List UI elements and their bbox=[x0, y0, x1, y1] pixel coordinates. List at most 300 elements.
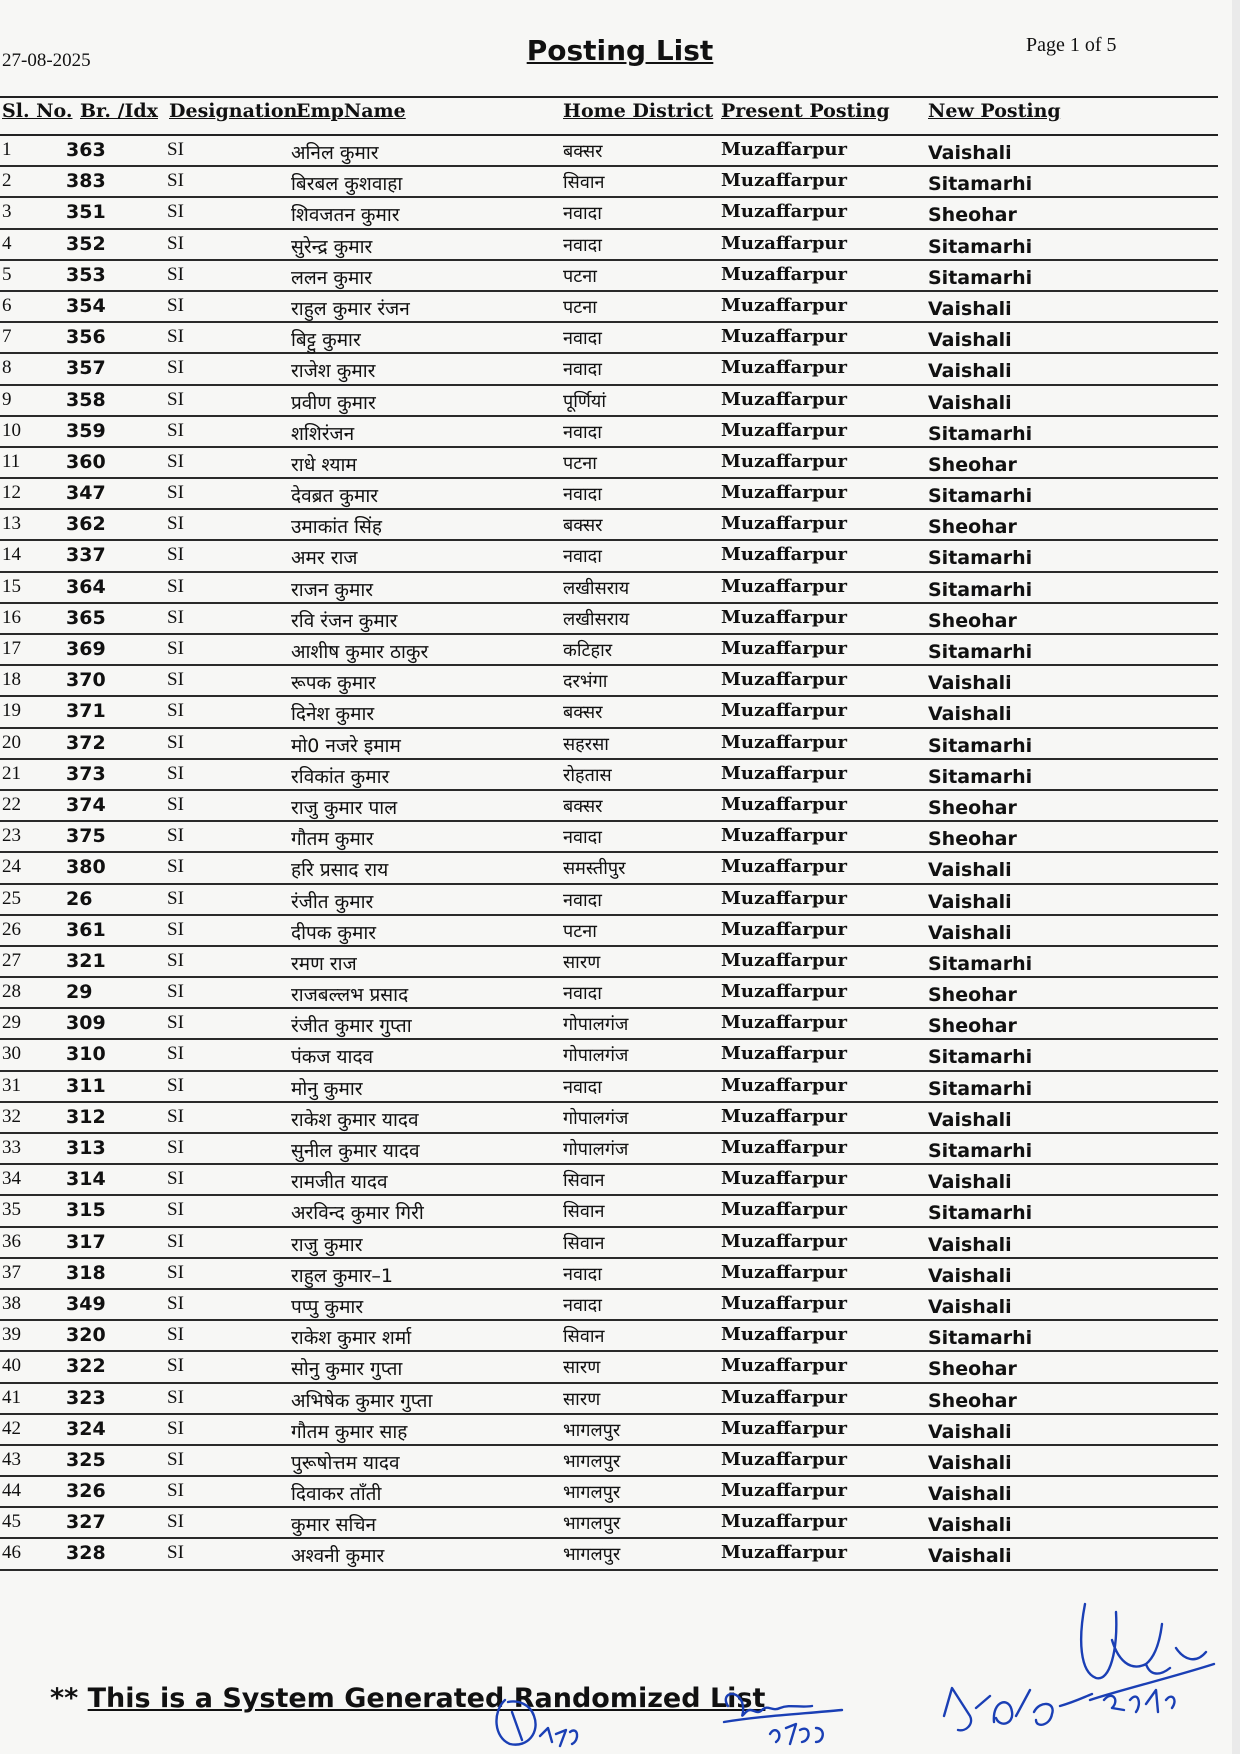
designation-cell: SI bbox=[167, 1417, 184, 1439]
column-header-new-posting: New Posting bbox=[928, 100, 1061, 122]
emp-name-cell: दिनेश कुमार bbox=[291, 703, 375, 726]
home-district-cell: बक्सर bbox=[563, 141, 603, 162]
signature-3 bbox=[1081, 1604, 1214, 1700]
sl-no-cell: 8 bbox=[2, 357, 12, 379]
sl-no-cell: 40 bbox=[2, 1355, 21, 1377]
sl-no-cell: 45 bbox=[2, 1511, 21, 1533]
designation-cell: SI bbox=[167, 326, 184, 348]
emp-name-cell: अश्वनी कुमार bbox=[291, 1545, 385, 1568]
designation-cell: SI bbox=[167, 762, 184, 784]
home-district-cell: लखीसराय bbox=[563, 577, 630, 599]
emp-name-cell: बिरबल कुशवाहा bbox=[291, 173, 403, 196]
table-row bbox=[0, 1508, 1218, 1539]
designation-cell: SI bbox=[167, 981, 184, 1003]
designation-cell: SI bbox=[167, 1199, 184, 1221]
column-header-home-district: Home District bbox=[563, 100, 714, 122]
new-posting-cell: Vaishali bbox=[928, 297, 1012, 320]
home-district-cell: सहरसा bbox=[563, 733, 609, 755]
present-posting-cell: Muzaffarpur bbox=[721, 1448, 847, 1470]
sl-no-cell: 1 bbox=[2, 139, 12, 160]
designation-cell: SI bbox=[167, 949, 184, 971]
present-posting-cell: Muzaffarpur bbox=[721, 326, 847, 348]
br-idx-cell: 353 bbox=[66, 263, 106, 286]
br-idx-cell: 320 bbox=[66, 1324, 106, 1347]
present-posting-cell: Muzaffarpur bbox=[721, 544, 847, 566]
sl-no-cell: 6 bbox=[2, 294, 12, 316]
sl-no-cell: 34 bbox=[2, 1168, 21, 1190]
designation-cell: SI bbox=[167, 887, 184, 909]
new-posting-cell: Sitamarhi bbox=[928, 1202, 1033, 1225]
new-posting-cell: Vaishali bbox=[928, 672, 1012, 695]
home-district-cell: लखीसराय bbox=[563, 608, 630, 630]
table-row bbox=[0, 1196, 1218, 1227]
sl-no-cell: 31 bbox=[2, 1074, 21, 1096]
new-posting-cell: Sitamarhi bbox=[928, 173, 1033, 196]
designation-cell: SI bbox=[167, 1043, 184, 1065]
present-posting-cell: Muzaffarpur bbox=[721, 793, 847, 815]
present-posting-cell: Muzaffarpur bbox=[721, 825, 847, 847]
present-posting-cell: Muzaffarpur bbox=[721, 388, 847, 410]
table-row bbox=[0, 978, 1218, 1009]
new-posting-cell: Sitamarhi bbox=[928, 547, 1033, 570]
br-idx-cell: 347 bbox=[66, 482, 106, 505]
designation-cell: SI bbox=[167, 1386, 184, 1408]
home-district-cell: रोहतास bbox=[563, 764, 612, 786]
home-district-cell: नवादा bbox=[563, 827, 602, 849]
home-district-cell: नवादा bbox=[563, 1263, 602, 1285]
new-posting-cell: Vaishali bbox=[928, 329, 1012, 352]
sl-no-cell: 15 bbox=[2, 575, 21, 597]
new-posting-cell: Sitamarhi bbox=[928, 641, 1033, 663]
present-posting-cell: Muzaffarpur bbox=[721, 575, 847, 597]
present-posting-cell: Muzaffarpur bbox=[721, 981, 847, 1003]
designation-cell: SI bbox=[167, 731, 184, 753]
emp-name-cell: राकेश कुमार शर्मा bbox=[291, 1327, 412, 1350]
home-district-cell: सारण bbox=[563, 951, 601, 973]
home-district-cell: बक्सर bbox=[563, 702, 603, 724]
home-district-cell: बक्सर bbox=[563, 515, 603, 537]
present-posting-cell: Muzaffarpur bbox=[721, 1417, 847, 1439]
table-row bbox=[0, 510, 1218, 541]
emp-name-cell: मो0 नजरे इमाम bbox=[291, 734, 401, 757]
present-posting-cell: Muzaffarpur bbox=[721, 949, 847, 971]
emp-name-cell: दिवाकर ताँती bbox=[291, 1483, 382, 1506]
sl-no-cell: 4 bbox=[2, 232, 12, 254]
present-posting-cell: Muzaffarpur bbox=[721, 450, 847, 472]
new-posting-cell: Vaishali bbox=[928, 1420, 1012, 1443]
br-idx-cell: 372 bbox=[66, 731, 106, 754]
designation-cell: SI bbox=[167, 1230, 184, 1252]
br-idx-cell: 375 bbox=[66, 825, 106, 848]
present-posting-cell: Muzaffarpur bbox=[721, 357, 847, 379]
home-district-cell: बक्सर bbox=[563, 795, 603, 817]
home-district-cell: भागलपुर bbox=[563, 1482, 621, 1504]
table-row bbox=[0, 1446, 1218, 1477]
home-district-cell: पटना bbox=[563, 265, 597, 287]
new-posting-cell: Sitamarhi bbox=[928, 1077, 1033, 1100]
new-posting-cell: Vaishali bbox=[928, 1264, 1012, 1287]
new-posting-cell: Vaishali bbox=[928, 921, 1012, 944]
column-header-br-idx: Br. /Idx bbox=[80, 100, 158, 122]
new-posting-cell: Sitamarhi bbox=[928, 1140, 1033, 1162]
br-idx-cell: 314 bbox=[66, 1168, 106, 1191]
table-row bbox=[0, 354, 1218, 385]
table-row bbox=[0, 1165, 1218, 1196]
br-idx-cell: 323 bbox=[66, 1386, 106, 1409]
emp-name-cell: आशीष कुमार ठाकुर bbox=[291, 641, 429, 663]
sl-no-cell: 16 bbox=[2, 606, 21, 628]
emp-name-cell: सुरेन्द्र कुमार bbox=[291, 235, 373, 258]
designation-cell: SI bbox=[167, 1448, 184, 1470]
sl-no-cell: 25 bbox=[2, 887, 21, 909]
home-district-cell: नवादा bbox=[563, 546, 602, 568]
column-header-present-posting: Present Posting bbox=[721, 100, 890, 122]
designation-cell: SI bbox=[167, 825, 184, 847]
br-idx-cell: 371 bbox=[66, 700, 106, 723]
new-posting-cell: Vaishali bbox=[928, 1451, 1012, 1474]
emp-name-cell: सोनु कुमार गुप्ता bbox=[291, 1358, 403, 1381]
new-posting-cell: Sitamarhi bbox=[928, 952, 1033, 975]
designation-cell: SI bbox=[167, 294, 184, 316]
new-posting-cell: Vaishali bbox=[928, 1171, 1012, 1194]
present-posting-cell: Muzaffarpur bbox=[721, 731, 847, 753]
br-idx-cell: 370 bbox=[66, 669, 106, 692]
br-idx-cell: 327 bbox=[66, 1511, 106, 1534]
table-row bbox=[0, 1259, 1218, 1290]
home-district-cell: नवादा bbox=[563, 359, 602, 381]
table-row bbox=[0, 167, 1218, 198]
home-district-cell: नवादा bbox=[563, 1294, 602, 1316]
br-idx-cell: 383 bbox=[66, 170, 106, 193]
br-idx-cell: 312 bbox=[66, 1105, 106, 1128]
table-row bbox=[0, 541, 1218, 572]
designation-cell: SI bbox=[167, 419, 184, 441]
new-posting-cell: Vaishali bbox=[928, 703, 1012, 726]
home-district-cell: गोपालगंज bbox=[563, 1107, 629, 1129]
br-idx-cell: 26 bbox=[66, 887, 93, 910]
sl-no-cell: 11 bbox=[2, 450, 21, 472]
br-idx-cell: 361 bbox=[66, 918, 106, 941]
designation-cell: SI bbox=[167, 170, 184, 192]
new-posting-cell: Vaishali bbox=[928, 890, 1012, 913]
table-row bbox=[0, 1352, 1218, 1383]
emp-name-cell: पुरूषोत्तम यादव bbox=[291, 1451, 400, 1474]
br-idx-cell: 328 bbox=[66, 1542, 106, 1565]
home-district-cell: नवादा bbox=[563, 889, 602, 911]
home-district-cell: गोपालगंज bbox=[563, 1045, 629, 1067]
table-row bbox=[0, 1040, 1218, 1071]
table-row bbox=[0, 666, 1218, 697]
br-idx-cell: 354 bbox=[66, 294, 106, 317]
new-posting-cell: Vaishali bbox=[928, 391, 1012, 414]
table-row bbox=[0, 198, 1218, 229]
table-row bbox=[0, 1290, 1218, 1321]
table-row bbox=[0, 1321, 1218, 1352]
br-idx-cell: 373 bbox=[66, 762, 106, 785]
new-posting-cell: Sitamarhi bbox=[928, 485, 1033, 508]
home-district-cell: नवादा bbox=[563, 421, 602, 443]
present-posting-cell: Muzaffarpur bbox=[721, 1542, 847, 1564]
sl-no-cell: 39 bbox=[2, 1324, 21, 1346]
table-row bbox=[0, 1072, 1218, 1103]
br-idx-cell: 352 bbox=[66, 232, 106, 255]
emp-name-cell: राजु कुमार पाल bbox=[291, 796, 398, 819]
sl-no-cell: 38 bbox=[2, 1292, 21, 1314]
present-posting-cell: Muzaffarpur bbox=[721, 1168, 847, 1190]
sl-no-cell: 43 bbox=[2, 1448, 21, 1470]
emp-name-cell: कुमार सचिन bbox=[291, 1514, 377, 1537]
br-idx-cell: 309 bbox=[66, 1012, 106, 1035]
emp-name-cell: अमर राज bbox=[291, 547, 358, 570]
footer-note bbox=[50, 1683, 765, 1714]
present-posting-cell: Muzaffarpur bbox=[721, 1480, 847, 1502]
present-posting-cell: Muzaffarpur bbox=[721, 513, 847, 535]
designation-cell: SI bbox=[167, 1261, 184, 1283]
footer-prefix: ** bbox=[50, 1683, 88, 1714]
present-posting-cell: Muzaffarpur bbox=[721, 482, 847, 504]
emp-name-cell: रंजीत कुमार गुप्ता bbox=[291, 1015, 412, 1038]
designation-cell: SI bbox=[167, 513, 184, 535]
new-posting-cell: Sheohar bbox=[928, 1358, 1017, 1381]
table-row bbox=[0, 635, 1218, 666]
present-posting-cell: Muzaffarpur bbox=[721, 700, 847, 722]
br-idx-cell: 364 bbox=[66, 575, 106, 598]
new-posting-cell: Sitamarhi bbox=[928, 734, 1033, 757]
home-district-cell: नवादा bbox=[563, 484, 602, 506]
designation-cell: SI bbox=[167, 669, 184, 691]
designation-cell: SI bbox=[167, 1105, 184, 1127]
present-posting-cell: Muzaffarpur bbox=[721, 1043, 847, 1065]
emp-name-cell: सुनील कुमार यादव bbox=[291, 1140, 420, 1162]
emp-name-cell: राहुल कुमार–1 bbox=[291, 1264, 393, 1287]
table-row bbox=[0, 822, 1218, 853]
home-district-cell: सिवान bbox=[563, 1201, 605, 1223]
sl-no-cell: 37 bbox=[2, 1261, 21, 1283]
emp-name-cell: अरविन्द कुमार गिरी bbox=[291, 1202, 424, 1225]
table-row bbox=[0, 885, 1218, 916]
new-posting-cell: Sheohar bbox=[928, 796, 1017, 819]
table-row bbox=[0, 448, 1218, 479]
sl-no-cell: 32 bbox=[2, 1105, 21, 1127]
emp-name-cell: हरि प्रसाद राय bbox=[291, 859, 389, 882]
br-idx-cell: 363 bbox=[66, 139, 106, 161]
home-district-cell: गोपालगंज bbox=[563, 1139, 629, 1160]
emp-name-cell: रंजीत कुमार bbox=[291, 890, 374, 913]
designation-cell: SI bbox=[167, 793, 184, 815]
present-posting-cell: Muzaffarpur bbox=[721, 1137, 847, 1158]
sl-no-cell: 19 bbox=[2, 700, 21, 722]
present-posting-cell: Muzaffarpur bbox=[721, 1511, 847, 1533]
column-header-emp-name: EmpName bbox=[296, 100, 406, 122]
sl-no-cell: 9 bbox=[2, 388, 12, 410]
present-posting-cell: Muzaffarpur bbox=[721, 638, 847, 659]
designation-cell: SI bbox=[167, 482, 184, 504]
designation-cell: SI bbox=[167, 1511, 184, 1533]
table-row bbox=[0, 1134, 1218, 1165]
sl-no-cell: 20 bbox=[2, 731, 21, 753]
table-row bbox=[0, 1009, 1218, 1040]
br-idx-cell: 315 bbox=[66, 1199, 106, 1222]
table-row bbox=[0, 1384, 1218, 1415]
present-posting-cell: Muzaffarpur bbox=[721, 201, 847, 223]
emp-name-cell: राजन कुमार bbox=[291, 578, 374, 601]
br-idx-cell: 326 bbox=[66, 1480, 106, 1503]
emp-name-cell: रविकांत कुमार bbox=[291, 765, 390, 788]
present-posting-cell: Muzaffarpur bbox=[721, 669, 847, 691]
present-posting-cell: Muzaffarpur bbox=[721, 1230, 847, 1252]
home-district-cell: नवादा bbox=[563, 1076, 602, 1098]
footer-text: This is a System Generated Randomized List bbox=[87, 1683, 766, 1714]
sl-no-cell: 12 bbox=[2, 482, 21, 504]
table-header bbox=[0, 100, 1218, 134]
sl-no-cell: 7 bbox=[2, 326, 12, 348]
table-row bbox=[0, 947, 1218, 978]
sl-no-cell: 23 bbox=[2, 825, 21, 847]
designation-cell: SI bbox=[167, 388, 184, 410]
designation-cell: SI bbox=[167, 856, 184, 878]
table-row bbox=[0, 1103, 1218, 1134]
table-row bbox=[0, 230, 1218, 261]
table-row bbox=[0, 292, 1218, 323]
designation-cell: SI bbox=[167, 450, 184, 472]
designation-cell: SI bbox=[167, 918, 184, 940]
emp-name-cell: रामजीत यादव bbox=[291, 1171, 388, 1194]
br-idx-cell: 321 bbox=[66, 949, 106, 972]
br-idx-cell: 380 bbox=[66, 856, 106, 879]
br-idx-cell: 358 bbox=[66, 388, 106, 411]
br-idx-cell: 318 bbox=[66, 1261, 106, 1284]
br-idx-cell: 29 bbox=[66, 981, 93, 1004]
new-posting-cell: Vaishali bbox=[928, 1108, 1012, 1131]
table-row bbox=[0, 916, 1218, 947]
new-posting-cell: Sitamarhi bbox=[928, 1327, 1033, 1350]
table-row bbox=[0, 729, 1218, 760]
home-district-cell: पटना bbox=[563, 452, 597, 474]
present-posting-cell: Muzaffarpur bbox=[721, 1261, 847, 1283]
sl-no-cell: 33 bbox=[2, 1137, 21, 1158]
home-district-cell: दरभंगा bbox=[563, 671, 608, 693]
designation-cell: SI bbox=[167, 700, 184, 722]
home-district-cell: सिवान bbox=[563, 1232, 605, 1254]
posting-table-body bbox=[0, 136, 1218, 1571]
emp-name-cell: प्रवीण कुमार bbox=[291, 391, 376, 414]
page-number: Page 1 of 5 bbox=[1026, 34, 1117, 56]
new-posting-cell: Vaishali bbox=[928, 142, 1012, 164]
present-posting-cell: Muzaffarpur bbox=[721, 606, 847, 628]
designation-cell: SI bbox=[167, 139, 184, 160]
br-idx-cell: 356 bbox=[66, 326, 106, 349]
table-row bbox=[0, 1477, 1218, 1508]
present-posting-cell: Muzaffarpur bbox=[721, 419, 847, 441]
new-posting-cell: Sheohar bbox=[928, 204, 1017, 227]
new-posting-cell: Sitamarhi bbox=[928, 422, 1033, 445]
home-district-cell: सारण bbox=[563, 1357, 601, 1379]
designation-cell: SI bbox=[167, 201, 184, 223]
emp-name-cell: शिवजतन कुमार bbox=[291, 204, 400, 227]
br-idx-cell: 324 bbox=[66, 1417, 106, 1440]
sl-no-cell: 29 bbox=[2, 1012, 21, 1034]
designation-cell: SI bbox=[167, 1542, 184, 1564]
new-posting-cell: Vaishali bbox=[928, 859, 1012, 882]
table-row bbox=[0, 1228, 1218, 1259]
new-posting-cell: Sheohar bbox=[928, 609, 1017, 632]
sl-no-cell: 35 bbox=[2, 1199, 21, 1221]
home-district-cell: सारण bbox=[563, 1388, 601, 1410]
emp-name-cell: अनिल कुमार bbox=[291, 142, 379, 164]
column-header-designation: Designation bbox=[169, 100, 298, 122]
sl-no-cell: 18 bbox=[2, 669, 21, 691]
table-row bbox=[0, 760, 1218, 791]
present-posting-cell: Muzaffarpur bbox=[721, 232, 847, 254]
emp-name-cell: अभिषेक कुमार गुप्ता bbox=[291, 1389, 433, 1412]
home-district-cell: नवादा bbox=[563, 983, 602, 1005]
home-district-cell: भागलपुर bbox=[563, 1419, 621, 1441]
emp-name-cell: उमाकांत सिंह bbox=[291, 516, 382, 539]
table-row bbox=[0, 1539, 1218, 1570]
sl-no-cell: 2 bbox=[2, 170, 12, 192]
present-posting-cell: Muzaffarpur bbox=[721, 1199, 847, 1221]
date-scribble-3 bbox=[944, 1688, 1174, 1730]
present-posting-cell: Muzaffarpur bbox=[721, 263, 847, 285]
br-idx-cell: 374 bbox=[66, 793, 106, 816]
new-posting-cell: Sheohar bbox=[928, 1389, 1017, 1412]
br-idx-cell: 322 bbox=[66, 1355, 106, 1378]
home-district-cell: सिवान bbox=[563, 1326, 605, 1348]
present-posting-cell: Muzaffarpur bbox=[721, 887, 847, 909]
br-idx-cell: 337 bbox=[66, 544, 106, 567]
present-posting-cell: Muzaffarpur bbox=[721, 139, 847, 160]
sl-no-cell: 36 bbox=[2, 1230, 21, 1252]
br-idx-cell: 313 bbox=[66, 1137, 106, 1159]
emp-name-cell: दीपक कुमार bbox=[291, 921, 377, 944]
designation-cell: SI bbox=[167, 1074, 184, 1096]
emp-name-cell: देवब्रत कुमार bbox=[291, 485, 379, 508]
sl-no-cell: 27 bbox=[2, 949, 21, 971]
designation-cell: SI bbox=[167, 606, 184, 628]
sl-no-cell: 3 bbox=[2, 201, 12, 223]
emp-name-cell: राकेश कुमार यादव bbox=[291, 1108, 419, 1131]
designation-cell: SI bbox=[167, 357, 184, 379]
designation-cell: SI bbox=[167, 575, 184, 597]
home-district-cell: सिवान bbox=[563, 1170, 605, 1192]
br-idx-cell: 362 bbox=[66, 513, 106, 536]
designation-cell: SI bbox=[167, 1292, 184, 1314]
emp-name-cell: राहुल कुमार रंजन bbox=[291, 297, 410, 320]
emp-name-cell: पप्पु कुमार bbox=[291, 1295, 364, 1318]
home-district-cell: नवादा bbox=[563, 203, 602, 225]
designation-cell: SI bbox=[167, 1137, 184, 1158]
new-posting-cell: Sitamarhi bbox=[928, 235, 1033, 258]
new-posting-cell: Sheohar bbox=[928, 1015, 1017, 1038]
table-row bbox=[0, 697, 1218, 728]
designation-cell: SI bbox=[167, 1168, 184, 1190]
present-posting-cell: Muzaffarpur bbox=[721, 1292, 847, 1314]
date-scribble-2 bbox=[770, 1724, 823, 1744]
br-idx-cell: 349 bbox=[66, 1292, 106, 1315]
designation-cell: SI bbox=[167, 1480, 184, 1502]
table-row bbox=[0, 323, 1218, 354]
page-edge-shadow bbox=[1232, 0, 1240, 1754]
home-district-cell: पटना bbox=[563, 920, 597, 942]
emp-name-cell: रमण राज bbox=[291, 952, 357, 975]
top-rule bbox=[0, 96, 1218, 98]
home-district-cell: भागलपुर bbox=[563, 1544, 621, 1566]
home-district-cell: भागलपुर bbox=[563, 1513, 621, 1535]
table-row bbox=[0, 791, 1218, 822]
br-idx-cell: 360 bbox=[66, 450, 106, 473]
emp-name-cell: राधे श्याम bbox=[291, 453, 357, 476]
new-posting-cell: Sheohar bbox=[928, 516, 1017, 539]
